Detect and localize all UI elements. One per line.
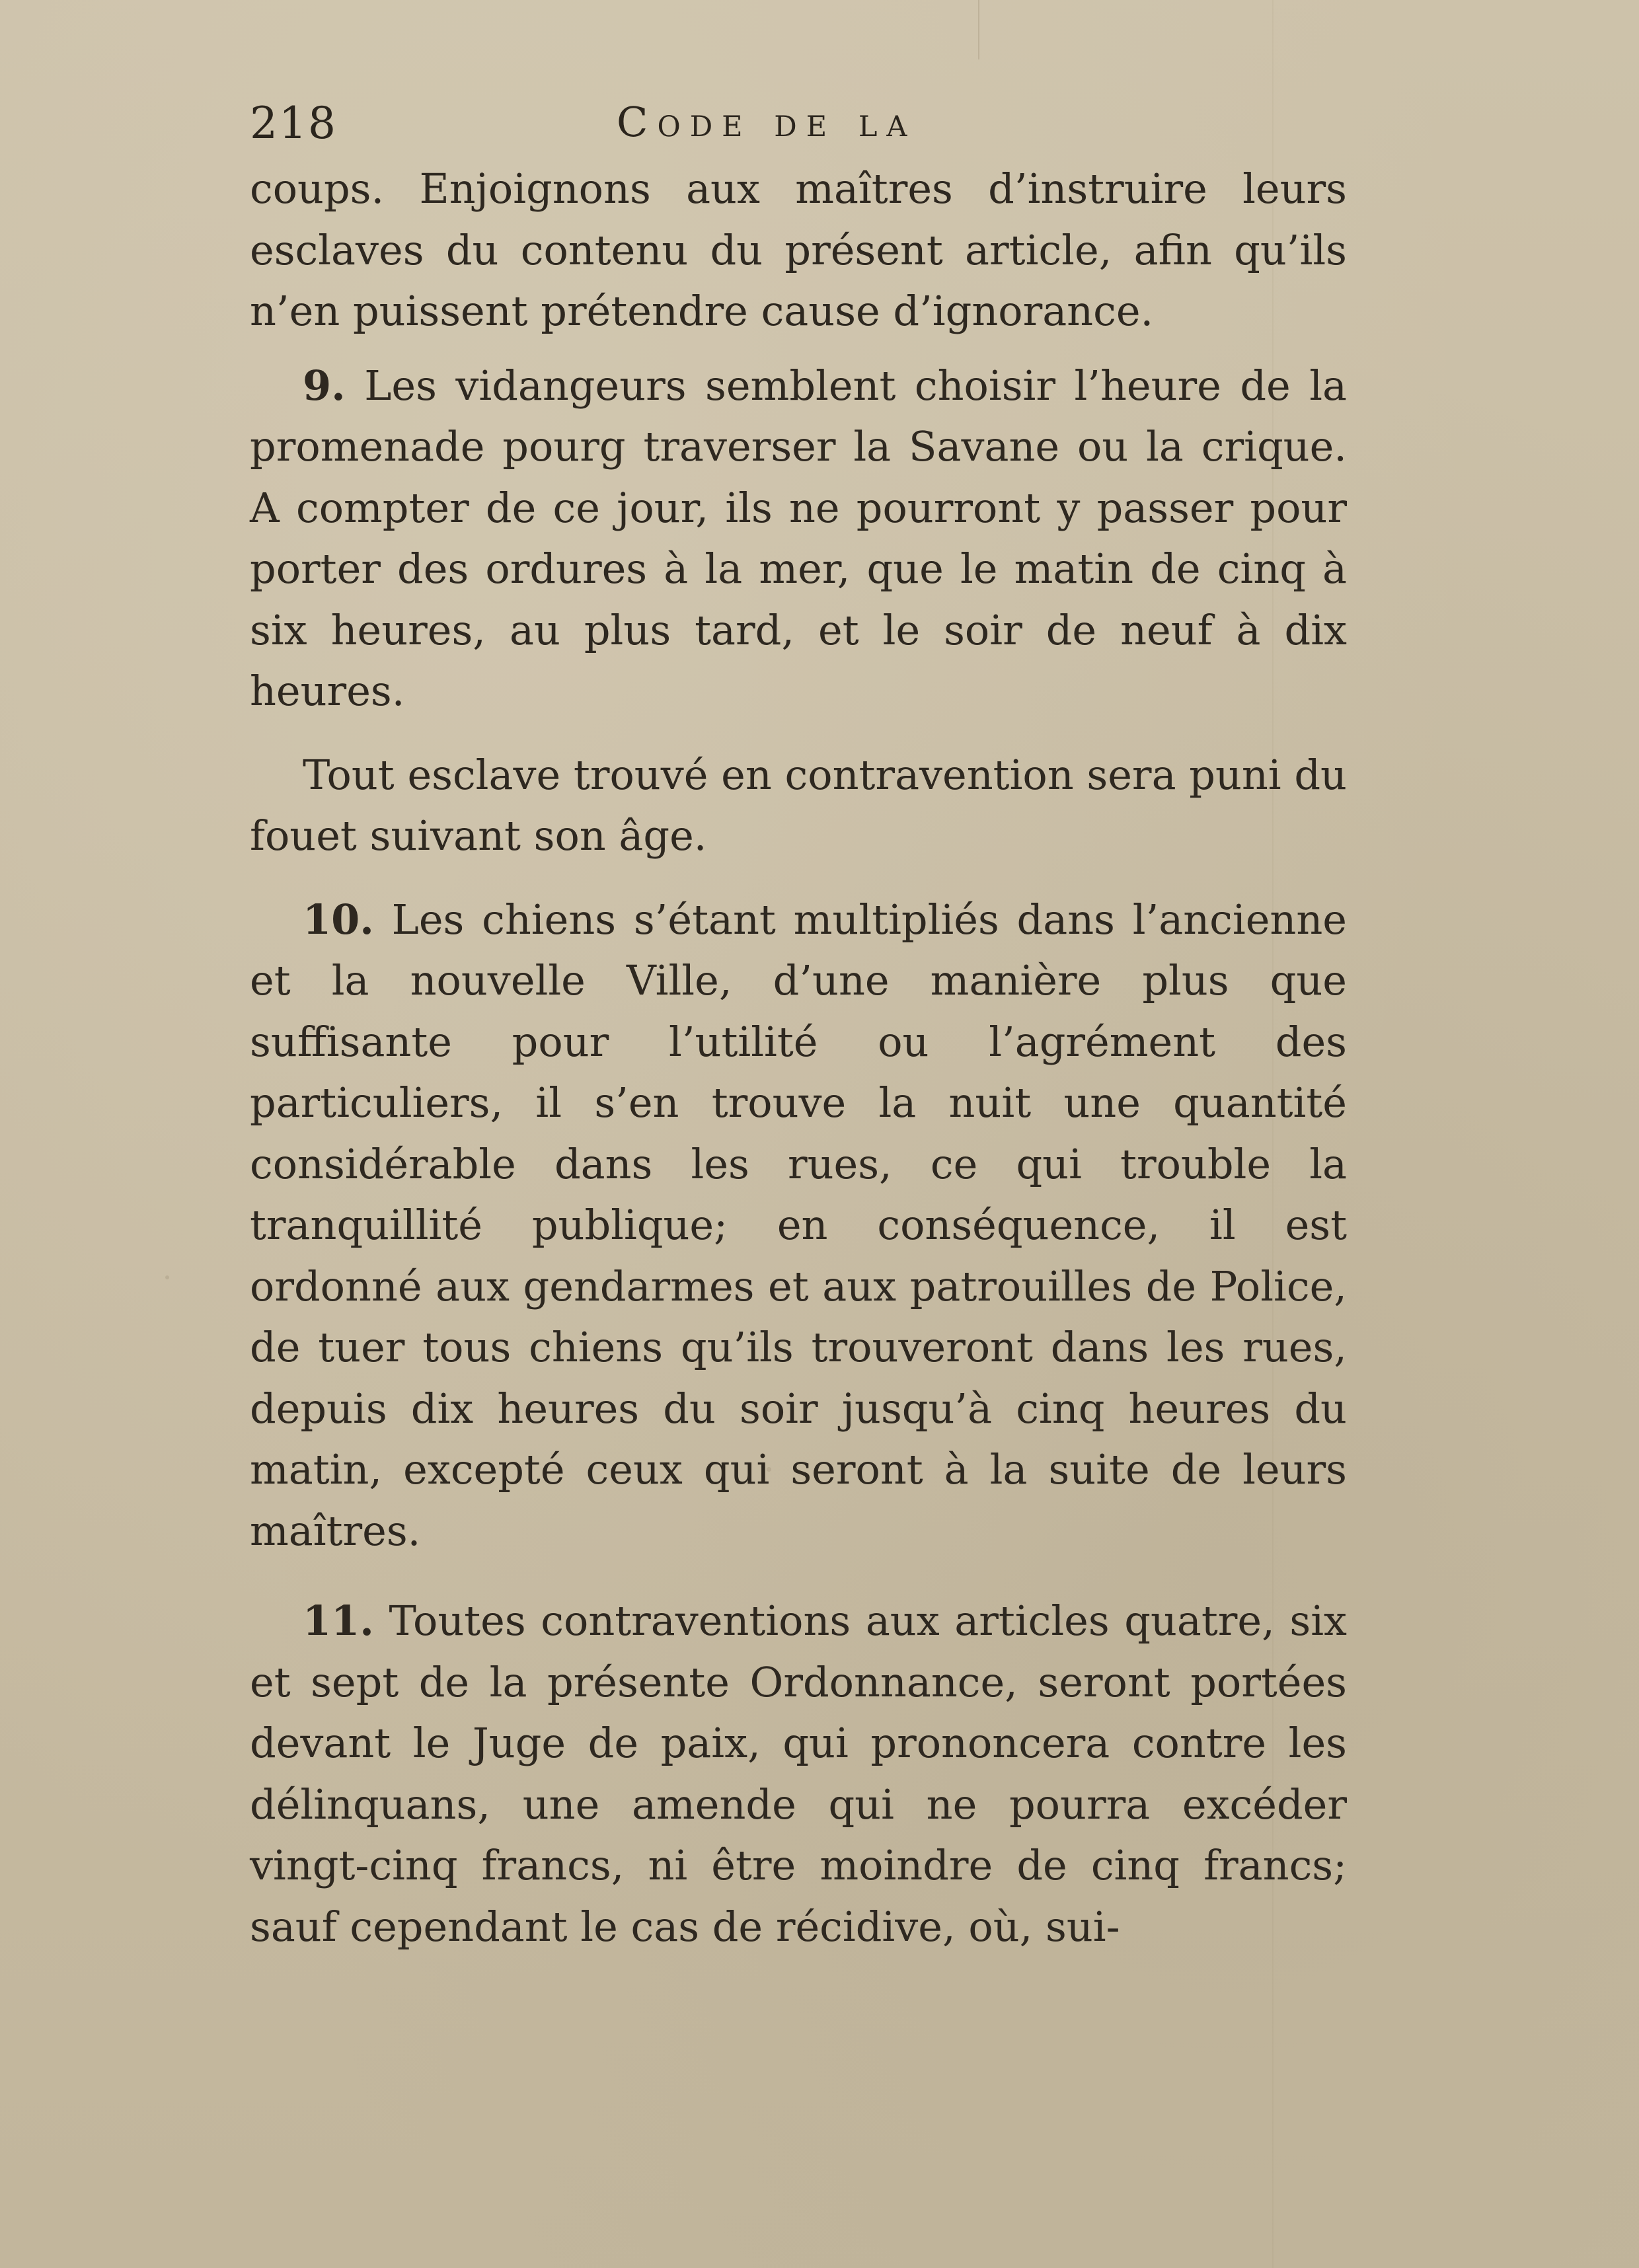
paper-spot [165, 1275, 169, 1279]
page-header [250, 98, 1373, 151]
article-9-penalty [250, 745, 1347, 867]
paper-crease [978, 0, 979, 59]
article-11 [250, 1591, 1347, 1957]
paragraph-text: Toutes contraventions aux articles quatre, six et sept de la présente Ordonnance, seront portées devant le Juge de paix, qui prononcera contre les délinquans, une amende qui ne pourra excéder vingt-cinq francs, ni être moindre de cinq francs; sauf cependant le cas de récidive, où, sui- [250, 1597, 1347, 1951]
running-title: Code de la [617, 98, 917, 146]
page-number: 218 [250, 98, 337, 149]
article-9 [250, 356, 1347, 722]
paragraph-text: coups. Enjoignons aux maîtres d’instruire leurs esclaves du contenu du présent article, afin qu’ils n’en puissent prétendre cause d’ignorance. [250, 165, 1347, 335]
article-number: 11. [303, 1597, 374, 1645]
article-number: 9. [303, 361, 346, 410]
paragraph-text: Tout esclave trouvé en contravention sera puni du fouet suivant son âge. [250, 750, 1347, 860]
article-10 [250, 889, 1347, 1562]
paragraph-continuation [250, 159, 1347, 342]
article-number: 10. [303, 895, 374, 944]
paragraph-text: Les vidangeurs semblent choisir l’heure de la promenade pourg traverser la Savane ou la crique. A compter de ce jour, ils ne pourront y passer pour porter des ordures à la mer, que le matin de cinq à six heures, au plus tard, et le soir de neuf à dix heures. [250, 361, 1347, 715]
page-body [250, 159, 1347, 1957]
paragraph-text: Les chiens s’étant multipliés dans l’ancienne et la nouvelle Ville, d’une manière plus que suffisante pour l’utilité ou l’agrément des particuliers, il s’en trouve la nuit une quantité considérable dans les rues, ce qui trouble la tranquillité publique; en conséquence, il est ordonné aux gendarmes et aux patrouilles de Police, de tuer tous chiens qu’ils trouveront dans les rues, depuis dix heures du soir jusqu’à cinq heures du matin, excepté ceux qui seront à la suite de leurs maîtres. [250, 895, 1347, 1555]
